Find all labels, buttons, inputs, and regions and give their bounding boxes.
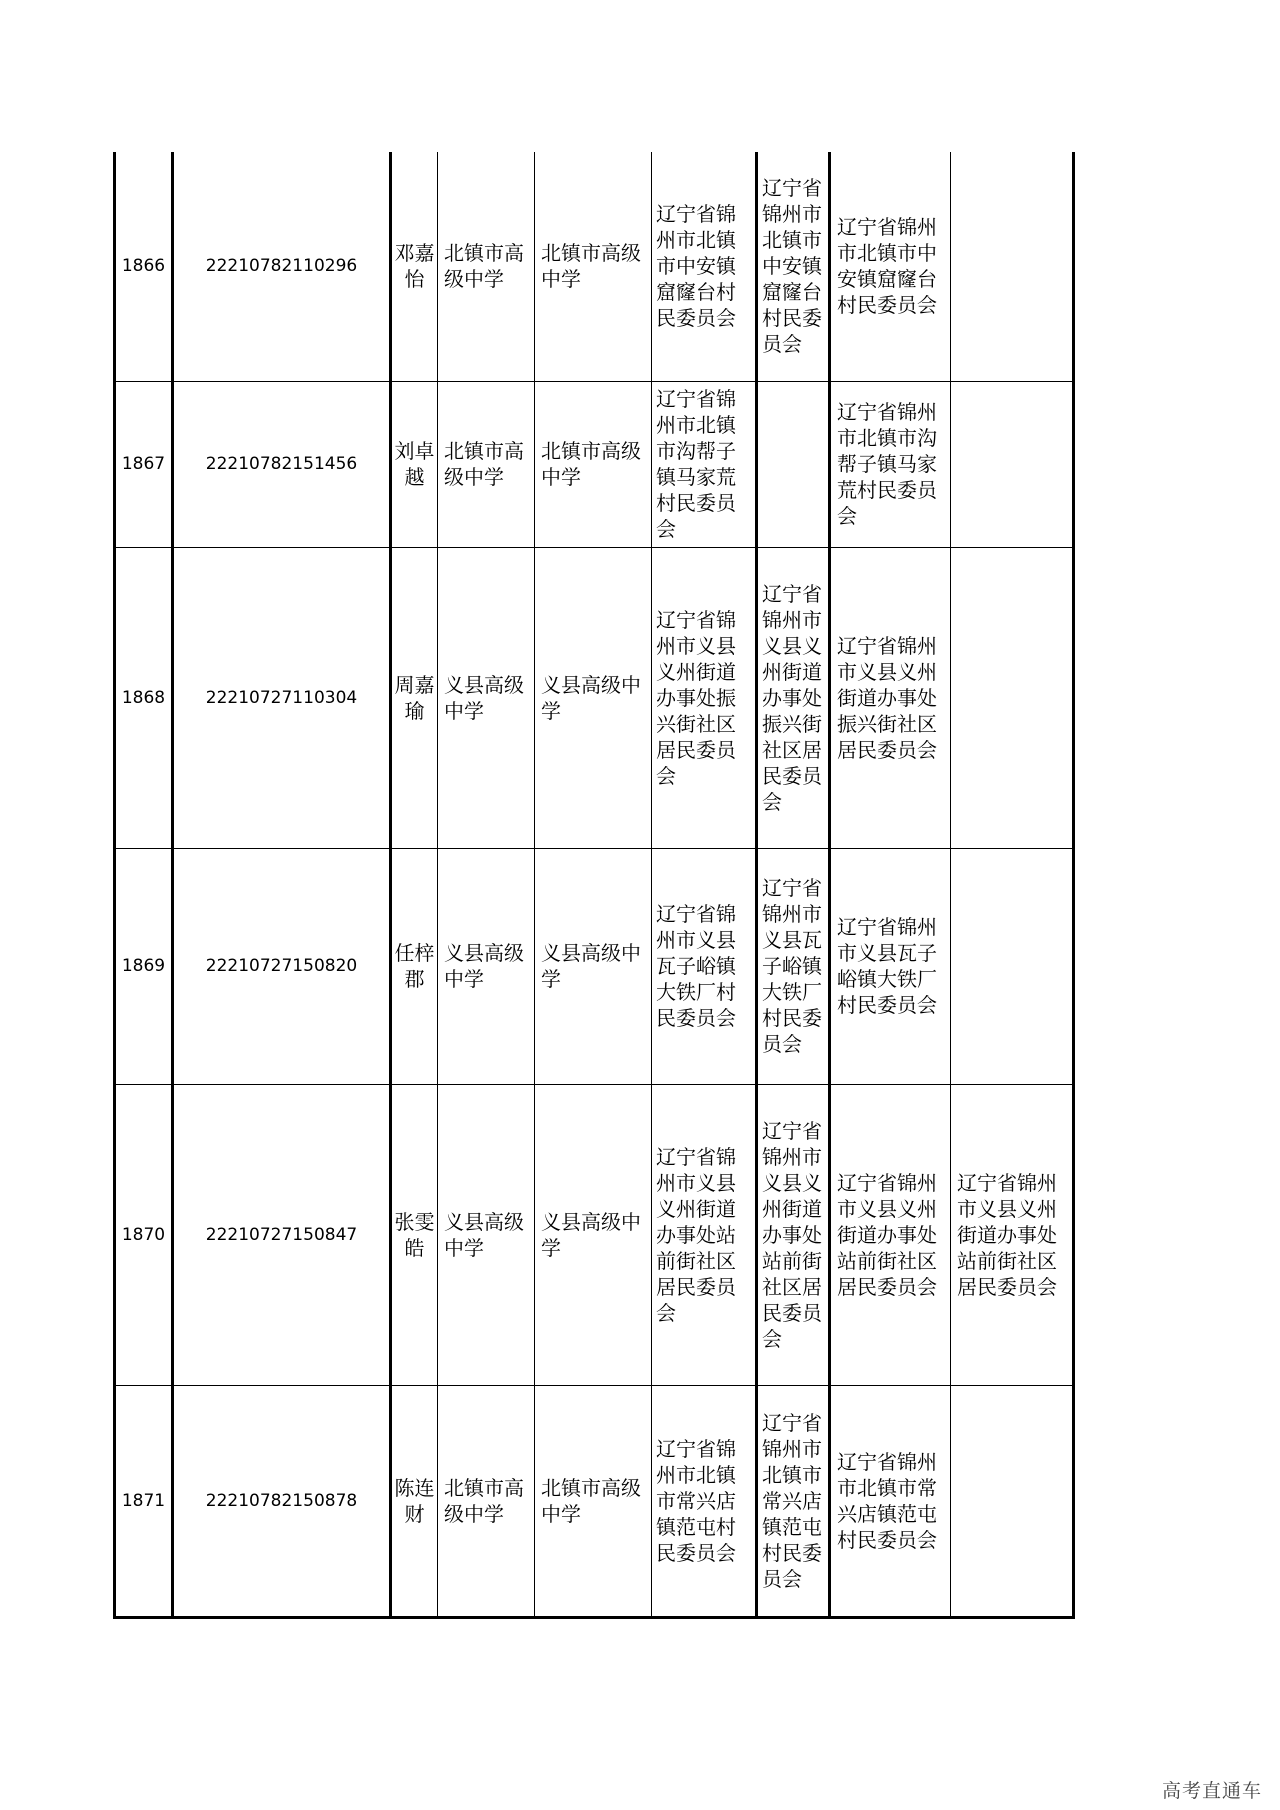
name-cell: 陈连财 xyxy=(391,1385,438,1617)
school-cell: 北镇市高级中学 xyxy=(438,1385,535,1617)
address-cell xyxy=(951,1385,1074,1617)
candidate-id-cell: 22210727150820 xyxy=(173,848,391,1084)
address-cell: 辽宁省锦州市义县义州街道办事处站前街社区居民委员会 xyxy=(757,1084,830,1385)
name-cell: 任梓郡 xyxy=(391,848,438,1084)
school-cell: 义县高级中学 xyxy=(535,547,652,848)
seq-cell: 1866 xyxy=(115,152,173,381)
address-cell xyxy=(757,381,830,547)
candidate-id-cell: 22210782151456 xyxy=(173,381,391,547)
school-cell: 义县高级中学 xyxy=(438,547,535,848)
name-cell: 周嘉瑜 xyxy=(391,547,438,848)
watermark-text: 高考直通车 xyxy=(1161,1780,1262,1802)
candidate-id-cell: 22210782150878 xyxy=(173,1385,391,1617)
candidate-id-cell: 22210727110304 xyxy=(173,547,391,848)
seq-cell: 1871 xyxy=(115,1385,173,1617)
address-cell xyxy=(951,152,1074,381)
name-cell: 邓嘉怡 xyxy=(391,152,438,381)
address-cell: 辽宁省锦州市北镇市中安镇窟窿台村民委员会 xyxy=(652,152,757,381)
school-cell: 义县高级中学 xyxy=(535,848,652,1084)
school-cell: 义县高级中学 xyxy=(535,1084,652,1385)
candidate-id-cell: 22210727150847 xyxy=(173,1084,391,1385)
address-cell: 辽宁省锦州市义县瓦子峪镇大铁厂村民委员会 xyxy=(652,848,757,1084)
table-body xyxy=(115,152,1074,1617)
address-cell: 辽宁省锦州市义县瓦子峪镇大铁厂村民委员会 xyxy=(757,848,830,1084)
school-cell: 北镇市高级中学 xyxy=(535,152,652,381)
table-row xyxy=(115,547,1074,848)
address-cell: 辽宁省锦州市义县瓦子峪镇大铁厂村民委员会 xyxy=(830,848,951,1084)
school-cell: 北镇市高级中学 xyxy=(535,381,652,547)
address-cell: 辽宁省锦州市北镇市常兴店镇范屯村民委员会 xyxy=(652,1385,757,1617)
address-cell: 辽宁省锦州市义县义州街道办事处振兴街社区居民委员会 xyxy=(757,547,830,848)
table-row xyxy=(115,1385,1074,1617)
address-cell xyxy=(951,848,1074,1084)
address-cell: 辽宁省锦州市北镇市中安镇窟窿台村民委员会 xyxy=(757,152,830,381)
address-cell: 辽宁省锦州市北镇市中安镇窟窿台村民委员会 xyxy=(830,152,951,381)
school-cell: 北镇市高级中学 xyxy=(535,1385,652,1617)
address-cell: 辽宁省锦州市北镇市常兴店镇范屯村民委员会 xyxy=(830,1385,951,1617)
admission-list-table xyxy=(113,152,1075,1619)
address-cell: 辽宁省锦州市北镇市常兴店镇范屯村民委员会 xyxy=(757,1385,830,1617)
candidate-id-cell: 22210782110296 xyxy=(173,152,391,381)
table-row xyxy=(115,1084,1074,1385)
table-row xyxy=(115,152,1074,381)
address-cell: 辽宁省锦州市北镇市沟帮子镇马家荒村民委员会 xyxy=(830,381,951,547)
school-cell: 义县高级中学 xyxy=(438,1084,535,1385)
seq-cell: 1867 xyxy=(115,381,173,547)
seq-cell: 1869 xyxy=(115,848,173,1084)
school-cell: 义县高级中学 xyxy=(438,848,535,1084)
name-cell: 张雯皓 xyxy=(391,1084,438,1385)
seq-cell: 1868 xyxy=(115,547,173,848)
address-cell xyxy=(951,547,1074,848)
address-cell: 辽宁省锦州市义县义州街道办事处站前街社区居民委员会 xyxy=(951,1084,1074,1385)
school-cell: 北镇市高级中学 xyxy=(438,381,535,547)
address-cell: 辽宁省锦州市北镇市沟帮子镇马家荒村民委员会 xyxy=(652,381,757,547)
address-cell: 辽宁省锦州市义县义州街道办事处站前街社区居民委员会 xyxy=(652,1084,757,1385)
address-cell: 辽宁省锦州市义县义州街道办事处站前街社区居民委员会 xyxy=(830,1084,951,1385)
address-cell: 辽宁省锦州市义县义州街道办事处振兴街社区居民委员会 xyxy=(652,547,757,848)
table-row xyxy=(115,381,1074,547)
school-cell: 北镇市高级中学 xyxy=(438,152,535,381)
address-cell xyxy=(951,381,1074,547)
name-cell: 刘卓越 xyxy=(391,381,438,547)
table-row xyxy=(115,848,1074,1084)
address-cell: 辽宁省锦州市义县义州街道办事处振兴街社区居民委员会 xyxy=(830,547,951,848)
seq-cell: 1870 xyxy=(115,1084,173,1385)
